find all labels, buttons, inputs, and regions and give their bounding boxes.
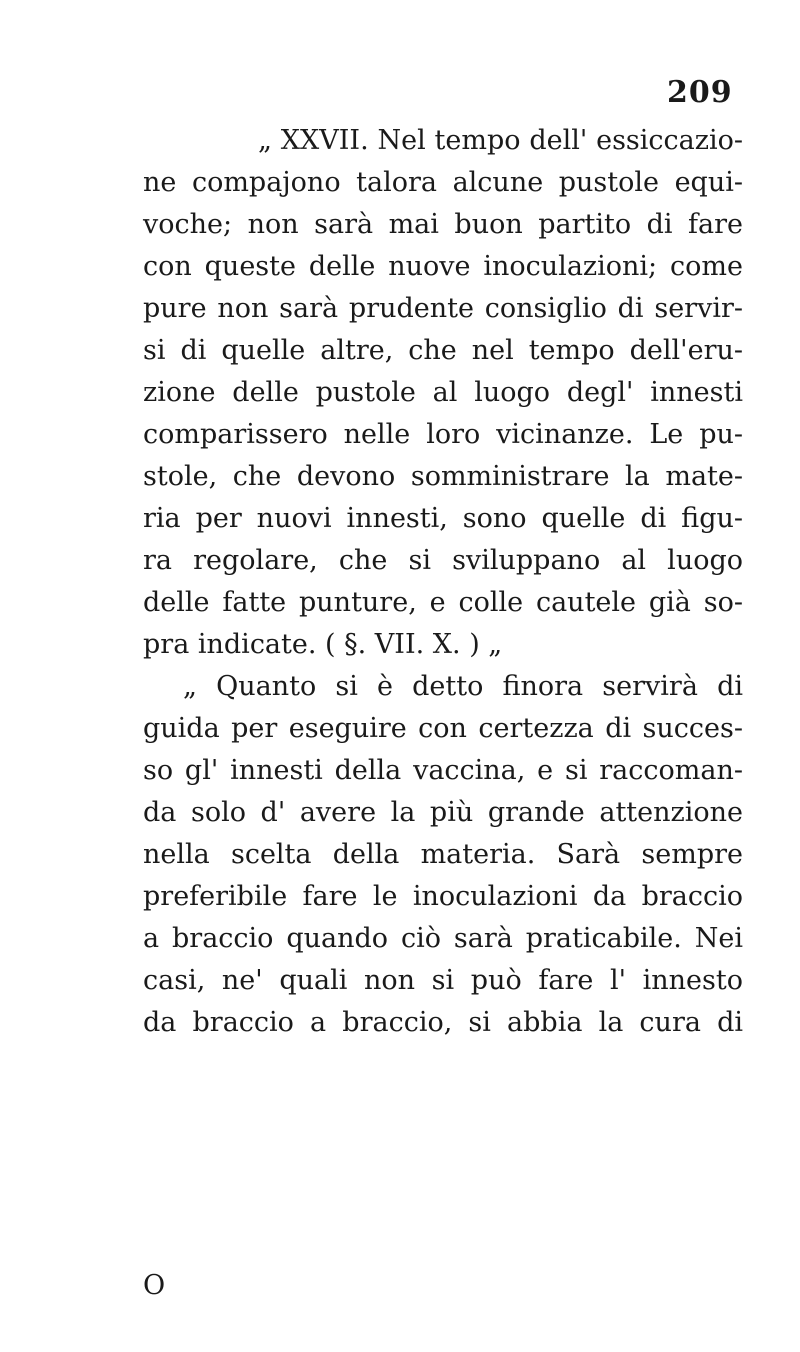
text-line: con queste delle nuove inoculazioni; come (143, 251, 743, 282)
body-text (143, 120, 743, 1044)
catchword: O (143, 1270, 166, 1301)
text-line: zione delle pustole al luogo degl' innesti (143, 377, 743, 408)
text-line: da solo d' avere la più grande attenzione (143, 797, 743, 828)
text-line: nella scelta della materia. Sarà sempre (143, 839, 743, 870)
text-line: ne compajono talora alcune pustole equi- (143, 167, 743, 198)
text-line: comparissero nelle loro vicinanze. Le pu- (143, 419, 743, 450)
text-line: si di quelle altre, che nel tempo dell'eru- (143, 335, 743, 366)
text-line: so gl' innesti della vaccina, e si raccoman- (143, 755, 743, 786)
text-line: „ Quanto si è detto finora servirà di (183, 671, 743, 702)
text-line: stole, che devono somministrare la mate- (143, 461, 743, 492)
text-line: ra regolare, che si sviluppano al luogo (143, 545, 743, 576)
page-number: 209 (667, 75, 733, 110)
text-line: „ XXVII. Nel tempo dell' essiccazio- (258, 125, 743, 156)
text-line: pure non sarà prudente consiglio di servir- (143, 293, 743, 324)
text-line: pra indicate. ( §. VII. X. ) „ (143, 629, 503, 660)
text-line: a braccio quando ciò sarà praticabile. Nei (143, 923, 743, 954)
text-line: preferibile fare le inoculazioni da braccio (143, 881, 743, 912)
text-line: casi, ne' quali non si può fare l' innesto (143, 965, 743, 996)
text-line: da braccio a braccio, si abbia la cura di (143, 1007, 743, 1038)
text-line: delle fatte punture, e colle cautele già so- (143, 587, 743, 618)
text-line: ria per nuovi innesti, sono quelle di figu- (143, 503, 743, 534)
text-line: guida per eseguire con certezza di succes- (143, 713, 743, 744)
text-line: voche; non sarà mai buon partito di fare (143, 209, 743, 240)
